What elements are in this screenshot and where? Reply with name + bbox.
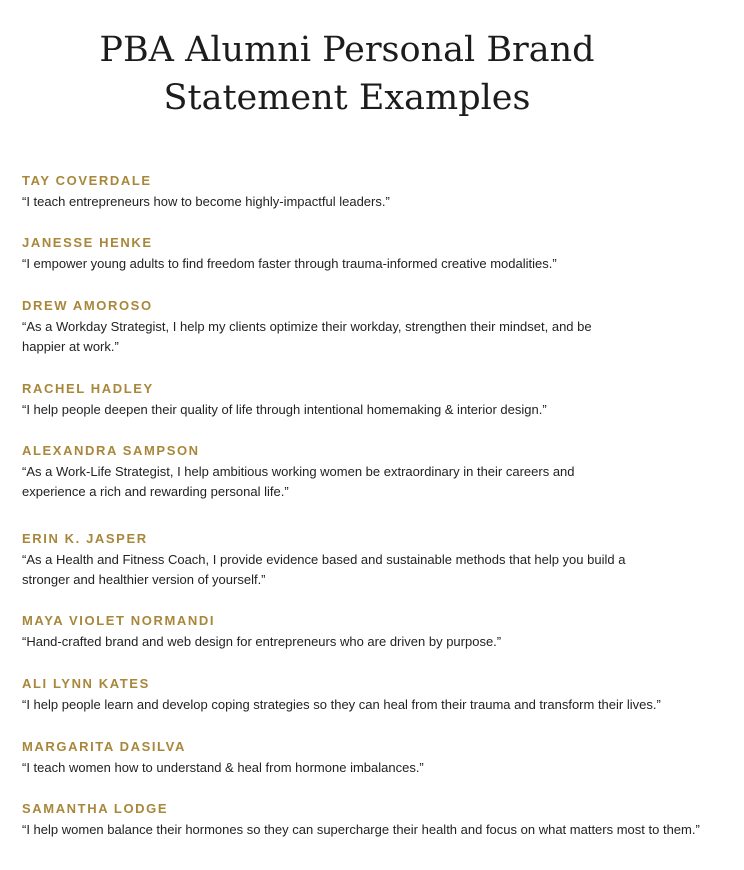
brand-statement-entry bbox=[22, 173, 622, 212]
brand-statement-entry bbox=[22, 739, 622, 778]
brand-statement-quote: “As a Health and Fitness Coach, I provide evidence based and sustainable methods that help you build a stronger and healthier version of yourself.” bbox=[22, 552, 626, 587]
page-title-line-2: Statement Examples bbox=[163, 78, 531, 118]
alumni-name: DREW AMOROSO bbox=[22, 298, 153, 313]
alumni-name: MARGARITA DASILVA bbox=[22, 739, 186, 754]
brand-statement-entry bbox=[22, 235, 622, 274]
brand-statement-quote: “I help people learn and develop coping strategies so they can heal from their trauma and transform their lives.” bbox=[22, 697, 661, 712]
alumni-name: ALEXANDRA SAMPSON bbox=[22, 443, 200, 458]
brand-statement-entry bbox=[22, 381, 622, 420]
brand-statement-entry bbox=[22, 613, 622, 652]
brand-statement-quote: “I empower young adults to find freedom faster through trauma-informed creative modalities.” bbox=[22, 256, 557, 271]
alumni-name: MAYA VIOLET NORMANDI bbox=[22, 613, 216, 628]
page-title bbox=[0, 26, 694, 122]
page-title-line-1: PBA Alumni Personal Brand bbox=[99, 30, 595, 70]
alumni-name: RACHEL HADLEY bbox=[22, 381, 154, 396]
brand-statement-quote: “I help women balance their hormones so they can supercharge their health and focus on what matters most to them.” bbox=[22, 822, 700, 837]
brand-statement-entry bbox=[22, 801, 732, 840]
brand-statement-quote: “I help people deepen their quality of life through intentional homemaking & interior design.” bbox=[22, 402, 547, 417]
alumni-name: ERIN K. JASPER bbox=[22, 531, 148, 546]
alumni-name: JANESSE HENKE bbox=[22, 235, 153, 250]
brand-statement-quote: “As a Workday Strategist, I help my clients optimize their workday, strengthen their mindset, and be happier at work.” bbox=[22, 319, 592, 354]
brand-statement-entry bbox=[22, 298, 607, 357]
alumni-name: TAY COVERDALE bbox=[22, 173, 152, 188]
brand-statement-quote: “I teach entrepreneurs how to become highly-impactful leaders.” bbox=[22, 194, 390, 209]
brand-statement-quote: “Hand-crafted brand and web design for entrepreneurs who are driven by purpose.” bbox=[22, 634, 502, 649]
brand-statement-entry bbox=[22, 531, 642, 590]
brand-statement-entry bbox=[22, 443, 597, 502]
brand-statement-entry bbox=[22, 676, 722, 715]
brand-statement-quote: “I teach women how to understand & heal from hormone imbalances.” bbox=[22, 760, 424, 775]
alumni-name: SAMANTHA LODGE bbox=[22, 801, 169, 816]
brand-statement-quote: “As a Work-Life Strategist, I help ambitious working women be extraordinary in their careers and experience a rich and rewarding personal life.” bbox=[22, 464, 575, 499]
alumni-name: ALI LYNN KATES bbox=[22, 676, 150, 691]
